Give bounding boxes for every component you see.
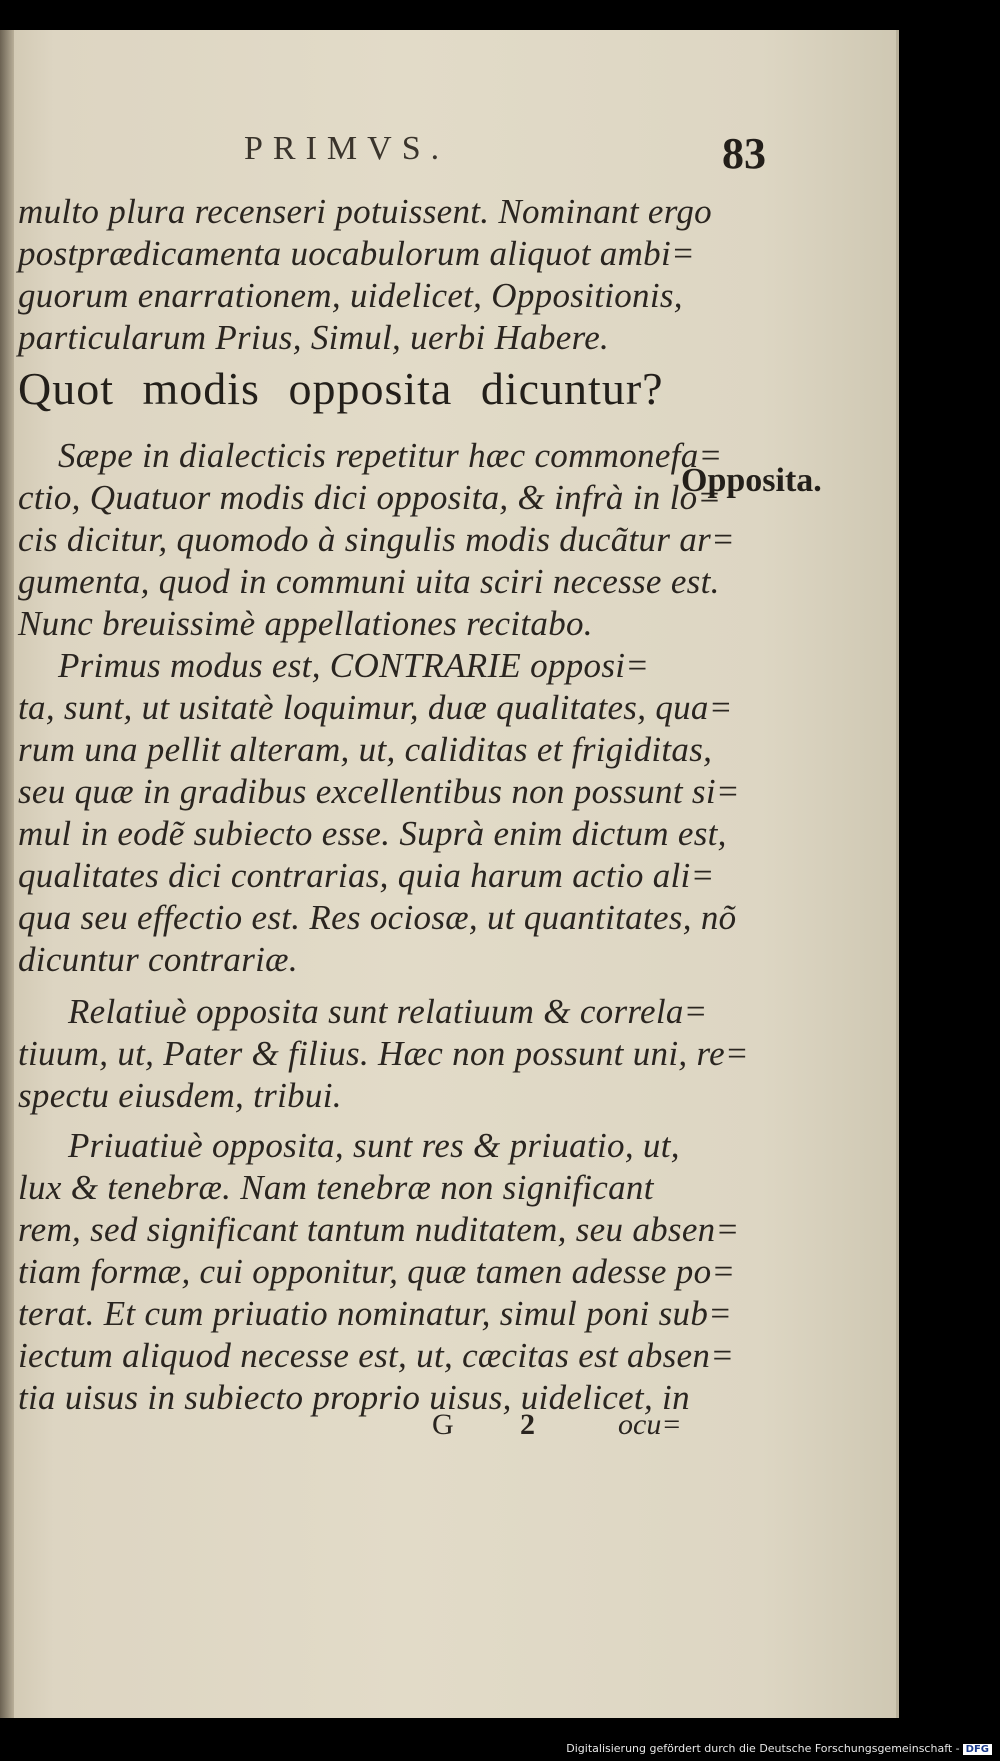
text-line: Relatiuè opposita sunt relatiuum & correla= [68,992,708,1031]
text-line: Sæpe in dialecticis repetitur hæc commonefa= [58,436,723,475]
text-line: rem, sed significant tantum nuditatem, seu absen= [18,1210,740,1249]
text-line: particularum Prius, Simul, uerbi Habere. [18,318,610,357]
text-line: mul in eodẽ subiecto esse. Suprà enim dictum est, [18,814,727,853]
book-page [0,30,899,1718]
text-line: terat. Et cum priuatio nominatur, simul poni sub= [18,1294,733,1333]
section-heading: Quot modis opposita dicuntur? [18,363,664,414]
text-line: Priuatiuè opposita, sunt res & priuatio, ut, [68,1126,680,1165]
footer-text: Digitalisierung gefördert durch die Deutsche Forschungsgemeinschaft - [566,1742,960,1755]
text-line: postprædicamenta uocabulorum aliquot ambi= [18,234,695,273]
running-head: PRIMVS. [244,130,450,167]
text-line: multo plura recenseri potuissent. Nominant ergo [18,192,712,231]
dfg-logo: DFG [963,1744,992,1755]
text-line: Primus modus est, CONTRARIE opposi= [58,646,650,685]
text-line: qualitates dici contrarias, quia harum actio ali= [18,856,715,895]
text-line: ta, sunt, ut usitatè loquimur, duæ qualitates, qua= [18,688,733,727]
catchword: ocu= [618,1408,682,1441]
text-line: tiuum, ut, Pater & filius. Hæc non possunt uni, re= [18,1034,749,1073]
signature-mark-number: 2 [520,1408,535,1441]
marginal-note: Opposita. [681,462,822,499]
text-line: Nunc breuissimè appellationes recitabo. [18,604,593,643]
signature-mark-letter: G [432,1408,454,1441]
text-line: lux & tenebræ. Nam tenebræ non significant [18,1168,654,1207]
text-line: rum una pellit alteram, ut, caliditas et frigiditas, [18,730,713,769]
text-line: cis dicitur, quomodo à singulis modis ducãtur ar= [18,520,735,559]
text-line: iectum aliquod necesse est, ut, cæcitas est absen= [18,1336,735,1375]
text-line: tia uisus in subiecto proprio uisus, uidelicet, in [18,1378,690,1417]
text-line: qua seu effectio est. Res ociosæ, ut quantitates, nõ [18,898,737,937]
page-gutter [0,30,14,1718]
text-line: dicuntur contrariæ. [18,940,298,979]
text-line: tiam formæ, cui opponitur, quæ tamen adesse po= [18,1252,736,1291]
text-line: spectu eiusdem, tribui. [18,1076,342,1115]
page-number: 83 [722,129,766,178]
text-line: gumenta, quod in communi uita sciri necesse est. [18,562,720,601]
text-line: ctio, Quatuor modis dici opposita, & infrà in lo= [18,478,722,517]
text-line: guorum enarrationem, uidelicet, Oppositionis, [18,276,683,315]
digitization-footer [566,1742,992,1755]
text-line: seu quæ in gradibus excellentibus non possunt si= [18,772,740,811]
